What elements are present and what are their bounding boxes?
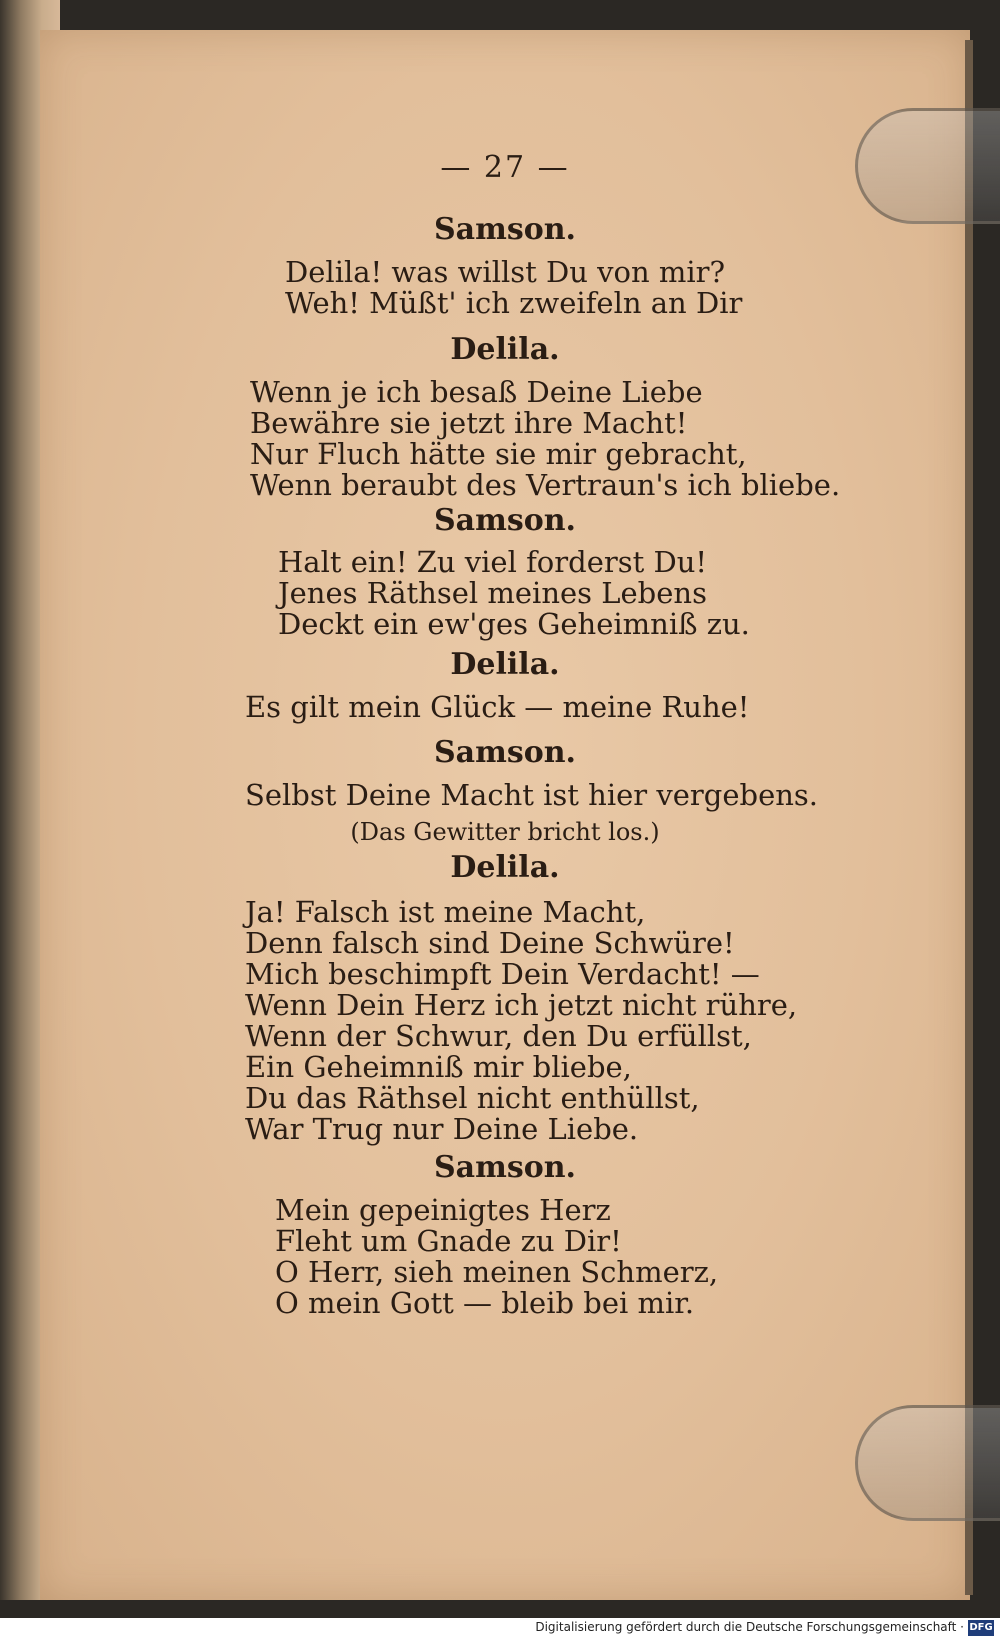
speaker-name: Samson. xyxy=(433,503,576,538)
verse-line: War Trug nur Deine Liebe. xyxy=(245,1112,639,1146)
footer-credit: Digitalisierung gefördert durch die Deutsche Forschungsgemeinschaft · xyxy=(535,1620,964,1634)
verse-line: Halt ein! Zu viel forderst Du! xyxy=(278,545,708,579)
page-number: — 27 — xyxy=(440,150,570,185)
verse-line: Deckt ein ew'ges Geheimniß zu. xyxy=(278,607,750,641)
verse-line: O mein Gott — bleib bei mir. xyxy=(275,1286,695,1320)
verse-line: Wenn der Schwur, den Du erfüllst, xyxy=(245,1019,752,1053)
verse-line: Jenes Räthsel meines Lebens xyxy=(278,576,707,610)
verse-line: Fleht um Gnade zu Dir! xyxy=(275,1224,622,1258)
speaker-name: Samson. xyxy=(433,1150,576,1185)
verse-line: Mein gepeinigtes Herz xyxy=(275,1193,611,1227)
speaker-name: Delila. xyxy=(450,332,560,367)
verse-line: Wenn je ich besaß Deine Liebe xyxy=(250,375,703,409)
stage-direction: (Das Gewitter bricht los.) xyxy=(350,818,660,846)
page-content xyxy=(40,30,970,1600)
speaker-name: Delila. xyxy=(450,850,560,885)
speaker-name: Delila. xyxy=(450,647,560,682)
verse-line: Nur Fluch hätte sie mir gebracht, xyxy=(250,437,747,471)
verse-line: Delila! was willst Du von mir? xyxy=(285,255,726,289)
verse-line: Bewähre sie jetzt ihre Macht! xyxy=(250,406,688,440)
verse-line: Es gilt mein Glück — meine Ruhe! xyxy=(245,690,750,724)
verse-line: Ja! Falsch ist meine Macht, xyxy=(245,895,646,929)
page-clip-top xyxy=(855,108,1000,224)
verse-line: Selbst Deine Macht ist hier vergebens. xyxy=(245,778,819,812)
verse-line: Ein Geheimniß mir bliebe, xyxy=(245,1050,632,1084)
speaker-name: Samson. xyxy=(433,212,576,247)
page-clip-bottom xyxy=(855,1405,1000,1521)
verse-line: Du das Räthsel nicht enthüllst, xyxy=(245,1081,700,1115)
verse-line: Wenn Dein Herz ich jetzt nicht rühre, xyxy=(245,988,798,1022)
footer-bar xyxy=(0,1618,1000,1640)
verse-line: Denn falsch sind Deine Schwüre! xyxy=(245,926,735,960)
speaker-name: Samson. xyxy=(433,735,576,770)
verse-line: Weh! Müßt' ich zweifeln an Dir xyxy=(285,286,743,320)
verse-line: Mich beschimpft Dein Verdacht! — xyxy=(245,957,760,991)
verse-line: Wenn beraubt des Vertraun's ich bliebe. xyxy=(250,468,841,502)
dfg-logo: DFG xyxy=(968,1620,994,1636)
verse-line: O Herr, sieh meinen Schmerz, xyxy=(275,1255,719,1289)
